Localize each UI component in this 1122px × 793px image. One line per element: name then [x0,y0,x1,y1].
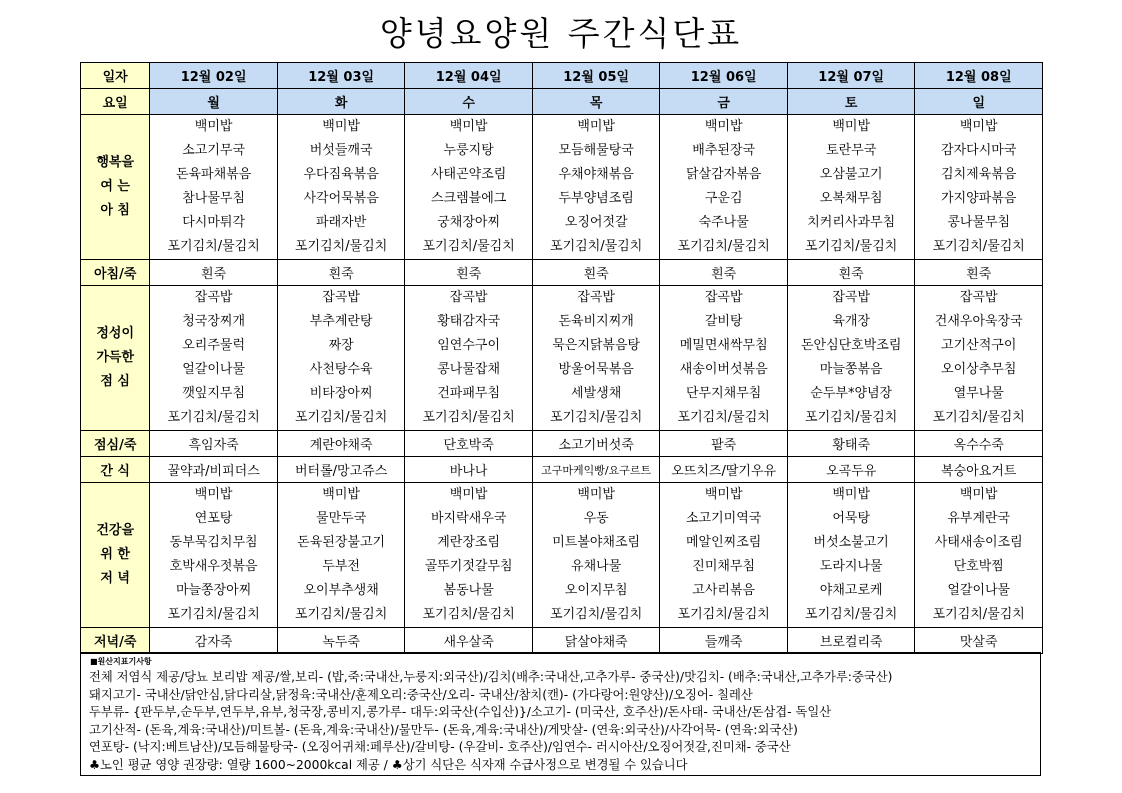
menu-item: 잡곡밥 [832,290,871,305]
menu-item: 사태곤약조림 [430,167,507,182]
dinner-row-day-cell [277,483,405,628]
porridge-cell: 흰죽 [532,260,660,286]
snack-cell: 꿀약과/비피더스 [150,457,278,483]
menu-item: 청국장찌개 [182,314,246,329]
menu-item: 야채고로케 [819,583,883,598]
menu-item: 봄동나물 [443,583,494,598]
porridge-cell: 흰죽 [915,260,1043,286]
menu-item: 얼갈이나물 [182,362,246,377]
menu-item: 동부묵김치무침 [169,535,258,550]
menu-item: 포기김치/물김치 [294,239,388,254]
breakfast-row-day-cell [532,115,660,260]
menu-item: 고사리볶음 [692,583,756,598]
menu-item: 메알인찌조림 [686,535,762,550]
menu-item: 단무지채무침 [686,386,762,401]
menu-item: 오복채무침 [819,191,883,206]
menu-item: 백미밥 [194,119,233,134]
menu-item: 고기산적구이 [941,338,1017,353]
origin-notes-title: ■원산지표기사항 [90,657,152,666]
breakfast-porridge-row-label: 아침/죽 [81,260,150,286]
lunch-row [81,286,1043,431]
menu-item: 포기김치/물김치 [805,239,898,254]
origin-note-line: 돼지고기- 국내산/닭안심,닭다리살,닭정육:국내산/훈제오리:중국산/오리- 국내산/참치(캔)- (가다랑어:원양산)/오징어- 칠레산 [89,687,753,702]
breakfast-row-day-cell [405,115,533,260]
breakfast-row-day-cell [660,115,788,260]
menu-item: 백미밥 [577,119,615,134]
meal-label-line: 여 는 [100,179,130,194]
menu-item: 백미밥 [322,119,360,134]
weekday-row-label: 요일 [81,89,150,115]
snack-cell: 오뜨치즈/딸기우유 [660,457,788,483]
menu-item: 유부계란국 [947,511,1011,526]
menu-item: 사천탕수육 [309,362,373,377]
menu-item: 포기김치/물김치 [677,410,770,425]
menu-item: 참나물무침 [182,191,246,206]
meal-label-line: 행복을 [96,155,135,170]
menu-item: 계란장조림 [437,535,501,550]
menu-item: 백미밥 [959,487,998,502]
date-cell: 12월 07일 [787,63,915,89]
menu-item: 포기김치/물김치 [550,410,643,425]
menu-item: 깻잎지무침 [182,386,246,401]
meal-label-line: 건강을 [96,523,135,538]
dinner-porridge-row-label: 저녁/죽 [81,628,150,654]
porridge-cell: 녹두죽 [277,628,405,654]
menu-item: 오이상추무침 [941,362,1017,377]
weekday-cell: 화 [277,89,405,115]
menu-item: 버섯들깨국 [309,143,373,158]
lunch-row-day-cell [532,286,660,431]
menu-item: 유채나물 [571,559,622,574]
menu-item: 백미밥 [322,487,360,502]
meal-label-line: 정성이 [96,326,135,341]
porridge-cell: 흰죽 [150,260,278,286]
porridge-cell: 흰죽 [787,260,915,286]
weekday-cell: 수 [405,89,533,115]
menu-item: 백미밥 [832,487,871,502]
menu-item: 사태새송이조림 [934,535,1023,550]
menu-item: 백미밥 [704,119,743,134]
menu-item: 모듬해물탕국 [558,143,634,158]
lunch-row-day-cell [787,286,915,431]
menu-item: 잡곡밥 [704,290,743,305]
weekday-cell: 일 [915,89,1043,115]
menu-item: 백미밥 [449,119,488,134]
menu-item: 육개장 [832,314,871,329]
porridge-cell: 닭살야채죽 [532,628,660,654]
menu-item: 부추계란탕 [309,314,373,329]
origin-note-line: 전체 저염식 제공/당뇨 보리밥 제공/쌀,보리- (밥,죽:국내산,누룽지:외국산)/김치(배추:국내산,고추가루- 중국산)/맛김치- (배추:국내산,고추가루:중국산) [89,670,893,684]
menu-item: 포기김치/물김치 [805,410,898,425]
menu-item: 바지락새우국 [430,511,507,526]
lunch-row-day-cell [915,286,1043,431]
origin-note-line: 연포탕- (낙지:베트남산)/모듬해물탕국- (오징어귀채:페루산)/갈비탕- (우갈비- 호주산)/임연수- 러시아산/오징어젓갈,진미채- 중국산 [89,740,791,754]
menu-item: 건새우아욱장국 [934,314,1023,329]
menu-item: 마늘쫑볶음 [819,362,883,377]
date-cell: 12월 08일 [915,63,1043,89]
page-title: 양녕요양원 주간식단표 [379,14,743,53]
meal-label-line: 아 침 [100,203,130,218]
origin-note-line: 고기산적- (돈육,계육:국내산)/미트볼- (돈육,계육:국내산)/물만두- (돈육,계육:국내산)/게맛살- (연육:외국산)/사각어묵- (연육:외국산) [89,722,798,737]
dinner-row-day-cell [787,483,915,628]
snack-row-label: 간 식 [81,457,150,483]
menu-item: 궁채장아찌 [437,215,501,230]
date-cell: 12월 03일 [277,63,405,89]
date-cell: 12월 02일 [150,63,278,89]
dinner-row [81,483,1043,628]
breakfast-row-label [81,115,150,260]
menu-item: 포기김치/물김치 [422,607,515,622]
menu-item: 백미밥 [194,487,233,502]
lunch-porridge-row-label: 점심/죽 [81,431,150,457]
porridge-cell: 계란야채죽 [277,431,405,457]
porridge-cell: 소고기버섯죽 [532,431,660,457]
weekday-row [81,89,1043,115]
menu-item: 구운김 [704,191,743,206]
menu-item: 돈육파채볶음 [175,167,252,182]
menu-item: 다시마튀각 [182,215,246,230]
origin-note-line: 두부류- {판두부,순두부,연두부,유부,청국장,콩비지,콩가루- 대두:외국산(수입산)}/소고기- (미국산, 호주산)/돈사태- 국내산/돈삼겹- 독일산 [89,705,832,719]
menu-item: 황태감자국 [437,314,501,329]
porridge-cell: 흰죽 [660,260,788,286]
snack-cell: 복숭아요거트 [915,457,1043,483]
menu-item: 소고기무국 [182,143,246,158]
menu-item: 스크렘블에그 [430,191,507,206]
porridge-cell: 맛살죽 [915,628,1043,654]
breakfast-row-day-cell [787,115,915,260]
meal-label-line: 가득한 [96,350,135,365]
snack-cell: 고구마케익빵/요구르트 [532,457,660,483]
menu-item: 사각어묵볶음 [303,191,379,206]
menu-item: 콩나물잡채 [437,362,501,377]
porridge-cell: 들깨죽 [660,628,788,654]
menu-item: 백미밥 [959,119,998,134]
menu-item: 오리주물럭 [182,338,246,353]
breakfast-row-day-cell [277,115,405,260]
menu-item: 포기김치/물김치 [677,239,770,254]
dinner-row-label [81,483,150,628]
menu-item: 포기김치/물김치 [932,410,1025,425]
menu-item: 닭살감자볶음 [686,167,762,182]
menu-item: 메밀면새싹무침 [679,338,768,353]
menu-item: 세발생채 [571,386,622,401]
dinner-row-day-cell [150,483,278,628]
menu-item: 우동 [583,511,609,526]
weekly-menu-table [80,62,1043,654]
porridge-cell: 흑임자죽 [150,431,278,457]
porridge-cell: 브로컬리죽 [787,628,915,654]
porridge-cell: 흰죽 [405,260,533,286]
menu-item: 숙주나물 [698,215,749,230]
dinner-row-day-cell [405,483,533,628]
snack-cell: 오곡두유 [787,457,915,483]
menu-item: 잡곡밥 [577,290,615,305]
menu-item: 방울어묵볶음 [558,362,634,377]
weekday-cell: 월 [150,89,278,115]
menu-item: 돈육된장불고기 [297,535,386,550]
menu-item: 오이부추생채 [303,583,379,598]
menu-item: 파래자반 [316,215,367,230]
menu-item: 포기김치/물김치 [167,410,260,425]
menu-item: 단호박찜 [953,559,1004,574]
menu-item: 도라지나물 [819,559,883,574]
menu-item: 마늘쫑장아찌 [175,583,252,598]
dinner-porridge-row [81,628,1043,654]
menu-item: 포기김치/물김치 [805,607,898,622]
menu-item: 어묵탕 [832,511,871,526]
menu-item: 포기김치/물김치 [294,607,388,622]
menu-item: 누룽지탕 [443,143,494,158]
menu-item: 포기김치/물김치 [932,239,1025,254]
menu-item: 잡곡밥 [194,290,233,305]
menu-item: 물만두국 [316,511,367,526]
dinner-row-day-cell [532,483,660,628]
weekday-cell: 금 [660,89,788,115]
snack-cell: 바나나 [405,457,533,483]
origin-note-line: ♣노인 평균 영양 권장량: 열량 1600~2000kcal 제공 / ♣상기 식단은 식자재 수급사정으로 변경될 수 있습니다 [89,757,688,772]
menu-item: 콩나물무침 [947,215,1011,230]
menu-item: 포기김치/물김치 [167,239,260,254]
porridge-cell: 단호박죽 [405,431,533,457]
menu-item: 얼갈이나물 [947,583,1011,598]
menu-item: 포기김치/물김치 [550,607,643,622]
menu-item: 미트볼야채조림 [552,535,641,550]
date-row [81,63,1043,89]
meal-label-line: 위 한 [100,547,130,562]
meal-label-line: 점 심 [100,374,130,389]
menu-item: 순두부*양념장 [810,386,893,401]
lunch-row-day-cell [660,286,788,431]
lunch-porridge-row [81,431,1043,457]
origin-notes [80,652,1041,776]
menu-item: 가지양파볶음 [941,191,1017,206]
meal-label-line: 저 녁 [100,571,130,586]
menu-item: 배추된장국 [692,143,756,158]
menu-item: 잡곡밥 [449,290,488,305]
menu-item: 감자다시마국 [941,143,1017,158]
lunch-row-day-cell [150,286,278,431]
menu-item: 두부양념조림 [558,191,634,206]
menu-item: 우채야채볶음 [558,167,634,182]
lunch-row-day-cell [277,286,405,431]
menu-item: 포기김치/물김치 [422,239,515,254]
menu-item: 열무나물 [953,386,1004,401]
menu-item: 오삼불고기 [819,167,883,182]
porridge-cell: 새우살죽 [405,628,533,654]
menu-item: 우다짐육볶음 [303,167,379,182]
porridge-cell: 팥죽 [660,431,788,457]
menu-item: 골뚜기젓갈무침 [424,559,513,574]
date-row-label: 일자 [81,63,150,89]
dinner-row-day-cell [915,483,1043,628]
menu-item: 김치제육볶음 [941,167,1017,182]
menu-item: 백미밥 [832,119,871,134]
breakfast-porridge-row [81,260,1043,286]
weekday-cell: 목 [532,89,660,115]
menu-item: 임연수구이 [437,338,501,353]
menu-item: 두부전 [322,559,360,574]
porridge-cell: 흰죽 [277,260,405,286]
breakfast-row-day-cell [150,115,278,260]
menu-item: 짜장 [328,338,354,353]
menu-item: 잡곡밥 [959,290,998,305]
menu-item: 포기김치/물김치 [167,607,260,622]
menu-item: 토란무국 [826,143,877,158]
menu-item: 백미밥 [577,487,615,502]
menu-item: 백미밥 [704,487,743,502]
snack-row [81,457,1043,483]
menu-item: 포기김치/물김치 [550,239,643,254]
menu-item: 돈육비지찌개 [558,314,634,329]
menu-item: 오징어젓갈 [564,215,628,230]
porridge-cell: 감자죽 [150,628,278,654]
snack-cell: 버터롤/망고쥬스 [277,457,405,483]
menu-item: 버섯소불고기 [813,535,889,550]
menu-item: 새송이버섯볶음 [679,362,768,377]
dinner-row-day-cell [660,483,788,628]
menu-item: 포기김치/물김치 [677,607,770,622]
menu-item: 치커리사과무침 [807,215,896,230]
menu-item: 백미밥 [449,487,488,502]
menu-item: 포기김치/물김치 [294,410,388,425]
menu-item: 오이지무침 [564,583,628,598]
menu-item: 건파패무침 [437,386,501,401]
menu-item: 연포탕 [194,511,233,526]
menu-item: 포기김치/물김치 [422,410,515,425]
porridge-cell: 옥수수죽 [915,431,1043,457]
breakfast-row-day-cell [915,115,1043,260]
menu-item: 진미채무침 [692,559,756,574]
date-cell: 12월 04일 [405,63,533,89]
menu-item: 소고기미역국 [686,511,762,526]
menu-item: 포기김치/물김치 [932,607,1025,622]
menu-item: 비타장아찌 [309,386,373,401]
date-cell: 12월 06일 [660,63,788,89]
menu-item: 묵은지닭볶음탕 [552,338,641,353]
breakfast-row [81,115,1043,260]
menu-item: 잡곡밥 [322,290,360,305]
date-cell: 12월 05일 [532,63,660,89]
weekday-cell: 토 [787,89,915,115]
lunch-row-day-cell [405,286,533,431]
porridge-cell: 황태죽 [787,431,915,457]
menu-item: 갈비탕 [704,314,743,329]
menu-item: 호박새우젓볶음 [169,559,258,574]
menu-item: 돈안심단호박조림 [800,338,902,353]
lunch-row-label [81,286,150,431]
